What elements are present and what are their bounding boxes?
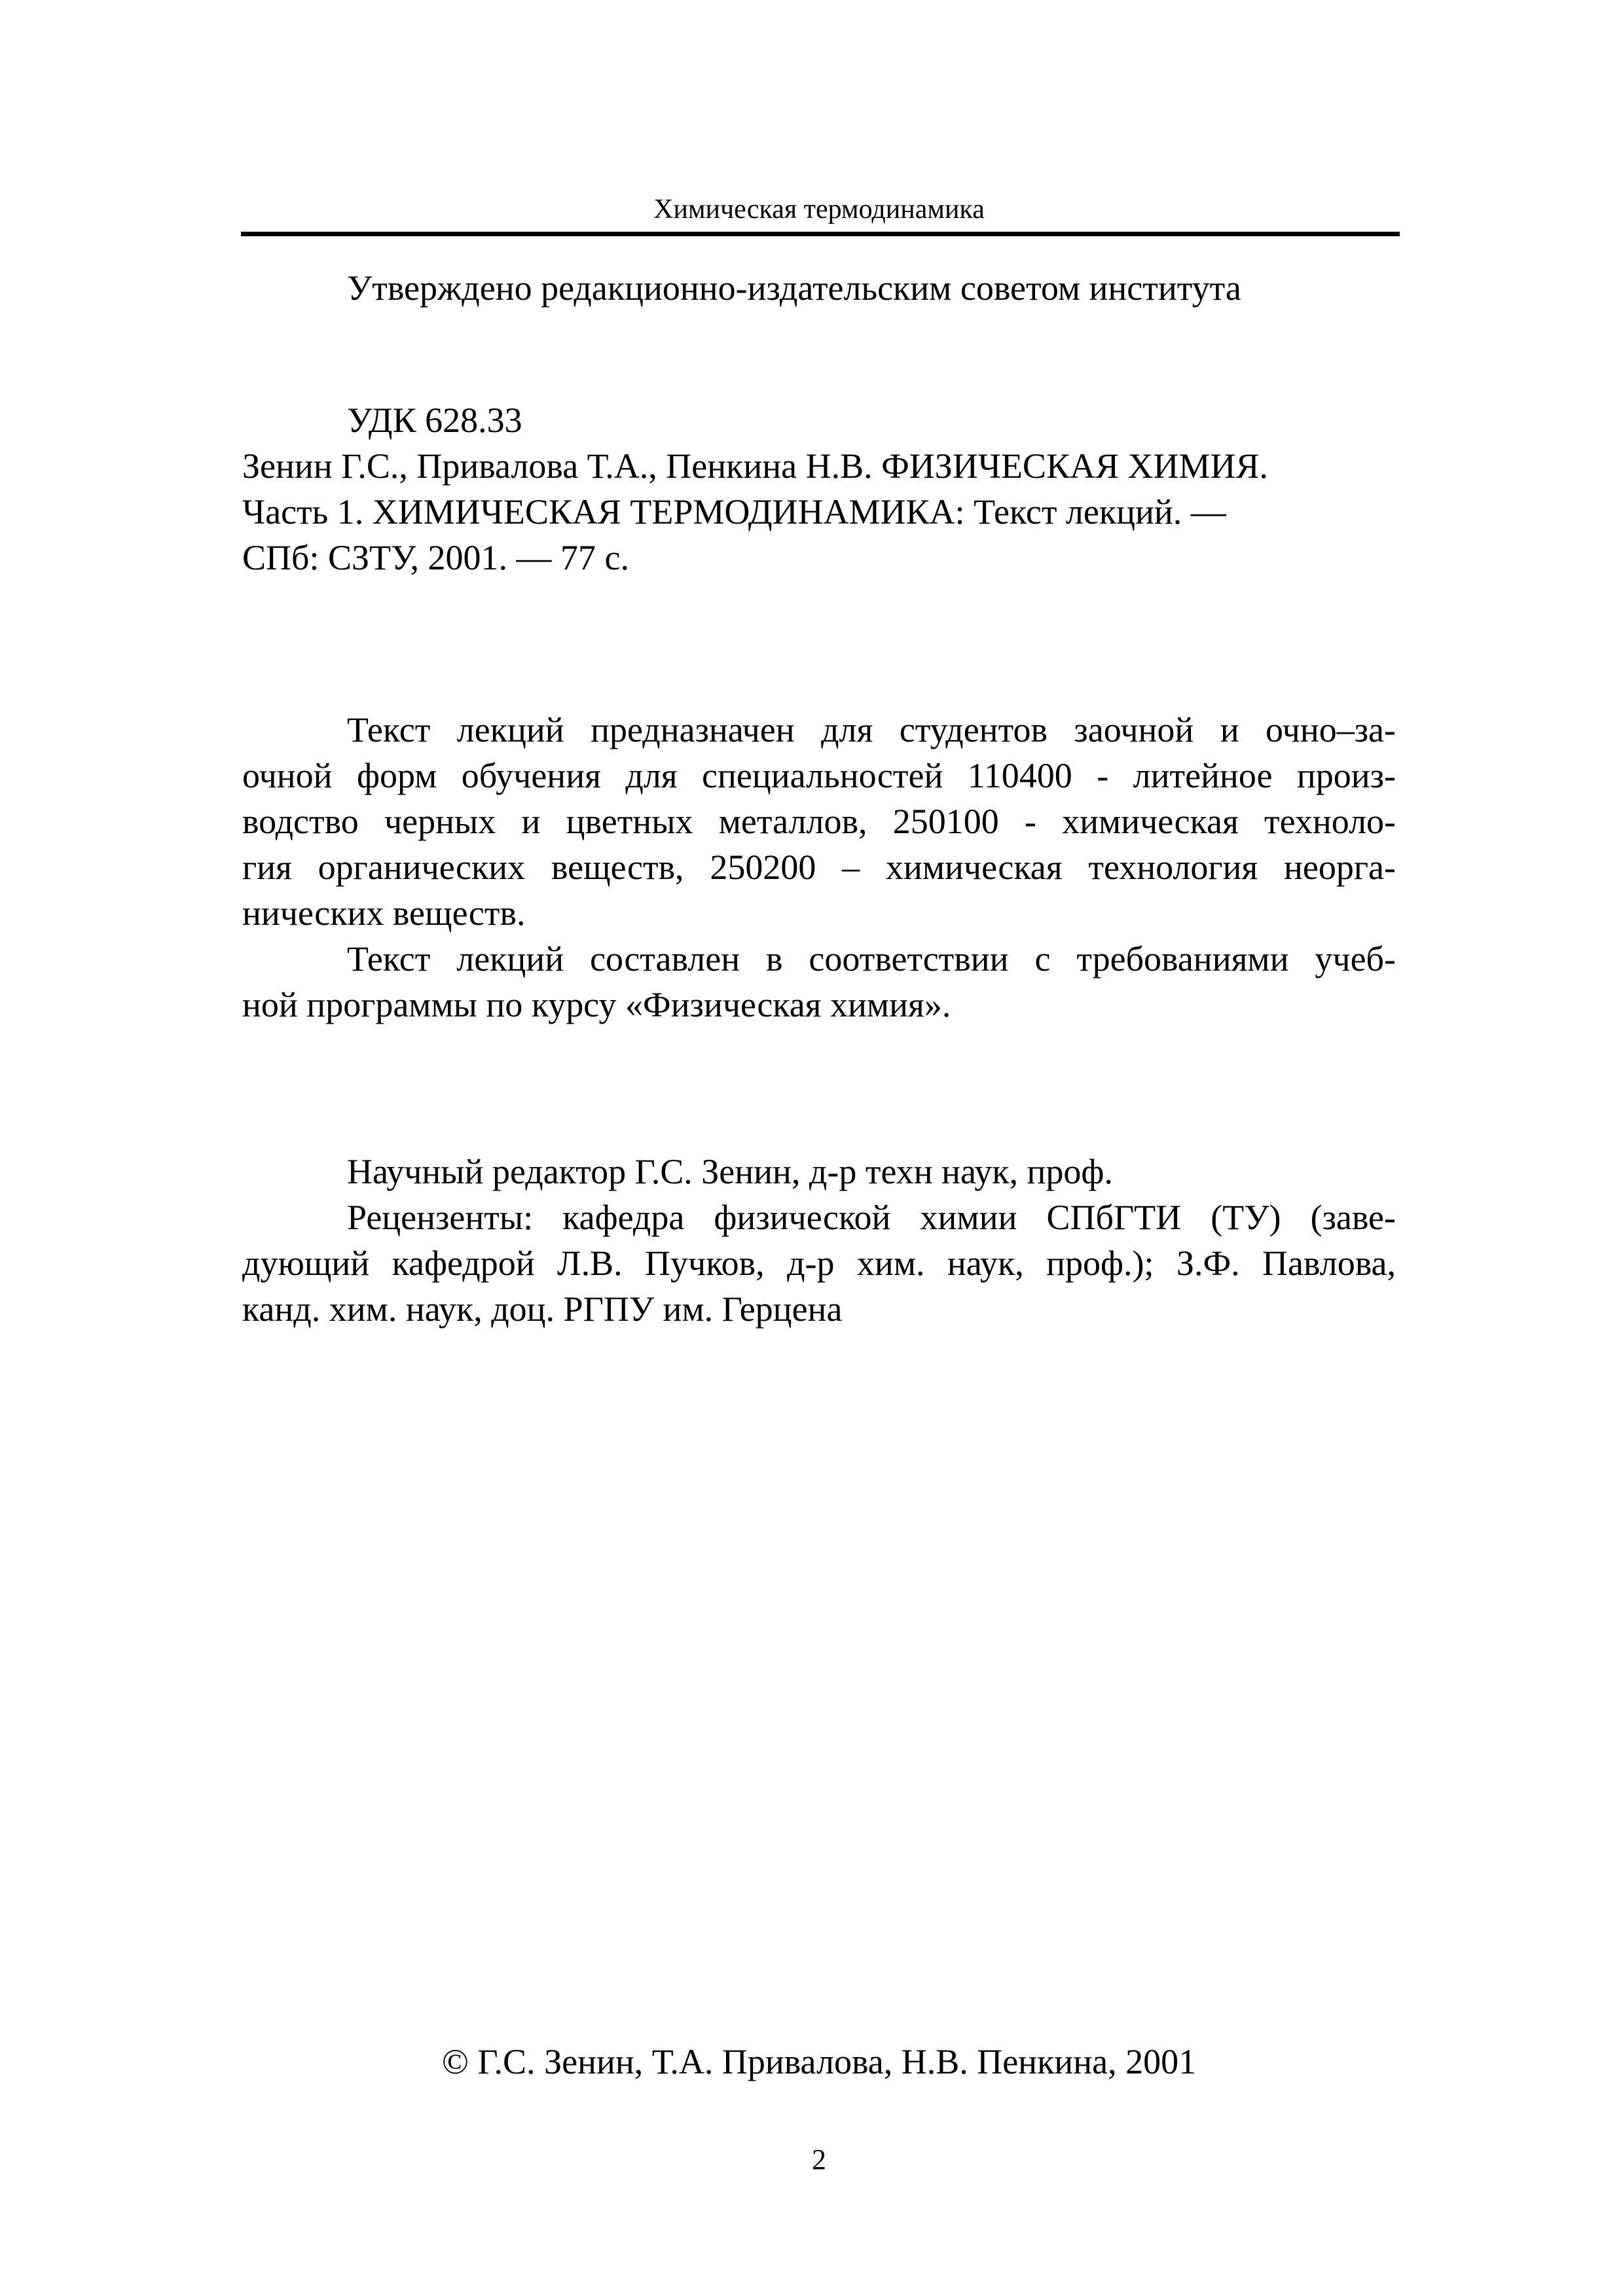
approval-note: Утверждено редакционно-издательским советом института [347, 268, 1241, 308]
credits-block [242, 1149, 1396, 1332]
udc-code: УДК 628.33 [347, 401, 522, 440]
science-editor-line: Научный редактор Г.С. Зенин, д-р техн наук, проф. [347, 1152, 1113, 1191]
annotation-paragraph2-line: ной программы по курсу «Физическая химия». [242, 985, 951, 1024]
running-header-title: Химическая термодинамика [653, 194, 985, 224]
reviewers-line: Рецензенты: кафедра физической химии СПбГТИ (ТУ) (заве- [347, 1198, 1396, 1237]
annotation-paragraph2-line: Текст лекций составлен в соответствии с требованиями учеб- [347, 939, 1396, 978]
annotation-paragraph1-line: водство черных и цветных металлов, 250100 - химическая техноло- [242, 802, 1396, 841]
annotation-paragraph1-line: гия органических веществ, 250200 – химическая технология неорга- [242, 848, 1396, 887]
annotation-paragraph1-line: очной форм обучения для специальностей 110400 - литейное произ- [242, 756, 1396, 795]
reviewers-line: канд. хим. наук, доц. РГПУ им. Герцена [242, 1289, 843, 1329]
bibliographic-block [242, 397, 1396, 581]
header-rule-divider [241, 232, 1400, 236]
copyright-line: © Г.С. Зенин, Т.А. Привалова, Н.В. Пенкина, 2001 [441, 2042, 1197, 2081]
annotation-paragraph1-line: Текст лекций предназначен для студентов заочной и очно–за- [347, 710, 1396, 749]
annotation-paragraph1-line: нических веществ. [242, 893, 526, 933]
citation-line: СПб: СЗТУ, 2001. — 77 с. [242, 538, 629, 577]
citation-line: Зенин Г.С., Привалова Т.А., Пенкина Н.В. ФИЗИЧЕСКАЯ ХИМИЯ. [242, 446, 1269, 486]
page-number: 2 [812, 2144, 826, 2176]
citation-line: Часть 1. ХИМИЧЕСКАЯ ТЕРМОДИНАМИКА: Текст лекций. — [242, 492, 1226, 531]
annotation-block [242, 707, 1396, 1028]
reviewers-line: дующий кафедрой Л.В. Пучков, д-р хим. наук, проф.); З.Ф. Павлова, [242, 1244, 1396, 1283]
